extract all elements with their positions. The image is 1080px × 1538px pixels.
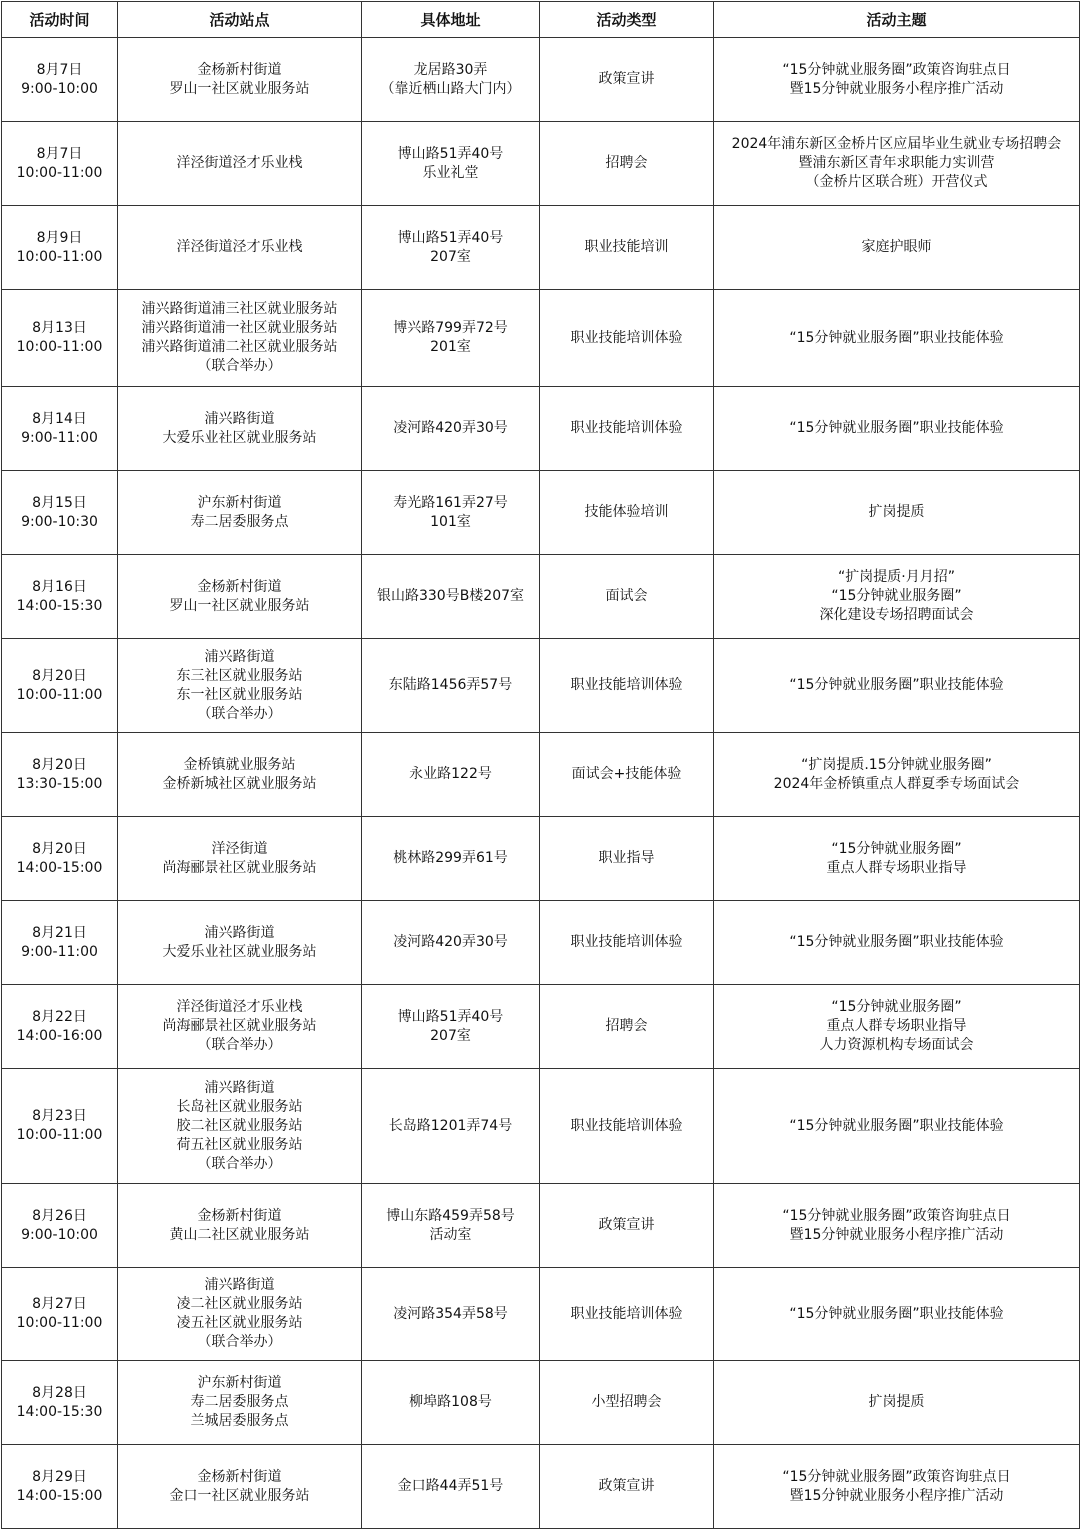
cell-site-line: 浦兴路街道 [204, 1079, 275, 1096]
table-row [2, 290, 1080, 387]
cell-site-line: 大爱乐业社区就业服务站 [162, 943, 317, 960]
cell-theme [714, 639, 1080, 733]
cell-time-line: 9:00-10:00 [21, 1226, 98, 1243]
table-row [2, 1069, 1080, 1184]
header-row [2, 2, 1080, 38]
cell-site [118, 1361, 362, 1445]
cell-theme-line: 2024年浦东新区金桥片区应届毕业生就业专场招聘会 [731, 136, 1062, 152]
cell-time-line: 14:00-15:00 [16, 1487, 103, 1504]
cell-site [118, 1445, 362, 1529]
cell-site-line: 凌二社区就业服务站 [176, 1296, 303, 1312]
cell-time-line: 13:30-15:00 [16, 775, 103, 792]
cell-type-line: 招聘会 [605, 155, 648, 171]
cell-site-line: 浦兴路街道浦二社区就业服务站 [141, 339, 338, 355]
cell-theme-line: 扩岗提质 [868, 1394, 925, 1410]
cell-type-line: 面试会+技能体验 [571, 766, 682, 782]
cell-time [2, 387, 118, 471]
cell-theme-line: “15分钟就业服务圈” [831, 840, 962, 857]
cell-site-line: （联合举办） [197, 1037, 282, 1053]
cell-site-line: 罗山一社区就业服务站 [169, 597, 310, 614]
cell-time-line: 8月7日 [36, 145, 83, 162]
cell-type-line: 职业技能培训 [584, 239, 669, 255]
table-row [2, 206, 1080, 290]
cell-site [118, 639, 362, 733]
cell-theme-line: “15分钟就业服务圈”政策咨询驻点日 [782, 1207, 1011, 1224]
cell-address-line: 207室 [430, 248, 471, 265]
cell-site-line: 洋泾街道泾才乐业栈 [176, 239, 303, 255]
cell-theme [714, 817, 1080, 901]
cell-theme-line: 暨15分钟就业服务小程序推广活动 [789, 1226, 1004, 1243]
table-row [2, 1268, 1080, 1361]
table-row [2, 555, 1080, 639]
cell-theme [714, 38, 1080, 122]
cell-theme [714, 1069, 1080, 1184]
cell-type [540, 1184, 714, 1268]
cell-type-line: 面试会 [605, 588, 648, 604]
table-row [2, 817, 1080, 901]
cell-site-line: 洋泾街道泾才乐业栈 [176, 155, 303, 171]
cell-site [118, 985, 362, 1069]
cell-time [2, 1445, 118, 1529]
cell-site-line: 尚海郦景社区就业服务站 [162, 1018, 317, 1034]
cell-type [540, 38, 714, 122]
cell-theme-line: “15分钟就业服务圈”职业技能体验 [789, 420, 1004, 436]
cell-address [362, 555, 540, 639]
cell-type [540, 817, 714, 901]
cell-time [2, 122, 118, 206]
cell-type [540, 206, 714, 290]
table-row [2, 733, 1080, 817]
cell-type-line: 招聘会 [605, 1018, 648, 1034]
cell-type [540, 1069, 714, 1184]
cell-address-line: 桃林路299弄61号 [393, 850, 508, 866]
cell-site-line: 浦兴路街道 [204, 648, 275, 665]
cell-site-line: 沪东新村街道 [197, 494, 282, 511]
cell-time [2, 290, 118, 387]
cell-time-line: 8月21日 [32, 924, 87, 941]
cell-site-line: 寿二居委服务点 [190, 1394, 289, 1410]
cell-time-line: 10:00-11:00 [16, 1315, 103, 1331]
cell-type-line: 政策宣讲 [598, 1478, 655, 1494]
cell-site-line: 东一社区就业服务站 [176, 686, 303, 703]
cell-theme-line: 暨15分钟就业服务小程序推广活动 [789, 80, 1004, 97]
cell-type-line: 职业技能培训体验 [570, 1305, 683, 1322]
cell-theme-line: 重点人群专场职业指导 [826, 859, 967, 876]
cell-theme-line: 暨15分钟就业服务小程序推广活动 [789, 1487, 1004, 1504]
cell-site [118, 387, 362, 471]
cell-address-line: 乐业礼堂 [422, 164, 479, 181]
cell-site-line: 金杨新村街道 [197, 578, 282, 595]
cell-theme-line: 重点人群专场职业指导 [826, 1018, 967, 1034]
cell-address [362, 387, 540, 471]
cell-address [362, 1361, 540, 1445]
cell-type [540, 985, 714, 1069]
cell-site-line: 金杨新村街道 [197, 1207, 282, 1224]
cell-address-line: 博山路51弄40号 [397, 229, 504, 246]
cell-time-line: 8月7日 [36, 61, 83, 78]
cell-time-line: 10:00-11:00 [16, 686, 103, 703]
cell-time [2, 1184, 118, 1268]
cell-site [118, 733, 362, 817]
cell-address [362, 1069, 540, 1184]
cell-time [2, 555, 118, 639]
cell-address-line: 银山路330号B楼207室 [376, 588, 525, 604]
cell-type-line: 政策宣讲 [598, 1217, 655, 1233]
cell-site-line: 金桥新城社区就业服务站 [162, 775, 317, 792]
cell-time-line: 14:00-15:30 [16, 1403, 103, 1420]
cell-time-line: 8月22日 [32, 1008, 87, 1025]
cell-address-line: 活动室 [429, 1226, 472, 1243]
cell-address-line: 凌河路420弄30号 [393, 420, 508, 436]
cell-time [2, 1069, 118, 1184]
cell-type-line: 小型招聘会 [591, 1394, 662, 1410]
cell-site [118, 1069, 362, 1184]
cell-site-line: 大爱乐业社区就业服务站 [162, 429, 317, 446]
cell-time-line: 8月15日 [32, 494, 87, 511]
cell-theme-line: “15分钟就业服务圈”政策咨询驻点日 [782, 1468, 1011, 1485]
table-body [2, 38, 1080, 1529]
header-address: 具体地址 [362, 2, 540, 38]
cell-time-line: 8月20日 [32, 840, 87, 857]
cell-theme-line: 2024年金桥镇重点人群夏季专场面试会 [773, 775, 1020, 792]
cell-site-line: 凌五社区就业服务站 [176, 1315, 303, 1331]
cell-time [2, 733, 118, 817]
cell-site-line: 浦兴路街道浦一社区就业服务站 [141, 320, 338, 336]
cell-time-line: 10:00-11:00 [16, 248, 103, 265]
cell-address-line: 金口路44弄51号 [397, 1478, 504, 1494]
cell-address-line: 207室 [430, 1027, 471, 1044]
cell-site-line: （联合举办） [197, 1155, 282, 1172]
cell-time-line: 10:00-11:00 [16, 164, 103, 181]
cell-time [2, 817, 118, 901]
cell-address-line: 凌河路420弄30号 [393, 934, 508, 950]
cell-time [2, 639, 118, 733]
cell-address [362, 985, 540, 1069]
cell-time [2, 1268, 118, 1361]
cell-type [540, 1445, 714, 1529]
table-row [2, 471, 1080, 555]
cell-address [362, 1445, 540, 1529]
cell-address [362, 639, 540, 733]
cell-address-line: 博山东路459弄58号 [386, 1207, 515, 1224]
cell-site-line: 长岛社区就业服务站 [176, 1098, 303, 1115]
cell-address-line: 凌河路354弄58号 [393, 1305, 508, 1322]
cell-site-line: 罗山一社区就业服务站 [169, 80, 310, 97]
cell-time-line: 14:00-16:00 [16, 1027, 103, 1044]
cell-theme [714, 1184, 1080, 1268]
cell-theme [714, 1361, 1080, 1445]
cell-time-line: 9:00-10:30 [21, 513, 98, 530]
cell-time-line: 8月13日 [32, 320, 87, 336]
cell-type-line: 政策宣讲 [598, 71, 655, 87]
cell-type [540, 1268, 714, 1361]
header-type: 活动类型 [540, 2, 714, 38]
cell-time-line: 8月14日 [32, 410, 87, 427]
cell-site-line: （联合举办） [197, 358, 282, 374]
cell-address-line: 永业路122号 [409, 766, 492, 782]
cell-time-line: 10:00-11:00 [16, 339, 103, 355]
cell-site [118, 206, 362, 290]
cell-theme [714, 387, 1080, 471]
cell-time-line: 9:00-11:00 [21, 943, 98, 960]
cell-type-line: 职业技能培训体验 [570, 1117, 683, 1134]
cell-site-line: 黄山二社区就业服务站 [169, 1226, 310, 1243]
cell-type-line: 职业技能培训体验 [570, 329, 683, 346]
cell-type [540, 471, 714, 555]
cell-time-line: 8月9日 [36, 229, 83, 246]
cell-site-line: 荷五社区就业服务站 [176, 1136, 303, 1153]
cell-type [540, 1361, 714, 1445]
cell-time-line: 8月20日 [32, 667, 87, 684]
cell-address-line: 龙居路30弄 [413, 61, 488, 78]
cell-type [540, 387, 714, 471]
cell-time [2, 1361, 118, 1445]
cell-address [362, 471, 540, 555]
table-row [2, 1184, 1080, 1268]
cell-time-line: 8月20日 [32, 756, 87, 773]
cell-theme [714, 901, 1080, 985]
cell-type [540, 639, 714, 733]
cell-time-line: 8月29日 [32, 1468, 87, 1485]
cell-time-line: 14:00-15:00 [16, 859, 103, 876]
cell-theme-line: （金桥片区联合班）开营仪式 [805, 174, 988, 190]
cell-theme [714, 122, 1080, 206]
cell-site-line: 金口一社区就业服务站 [169, 1487, 310, 1504]
cell-theme [714, 985, 1080, 1069]
cell-time-line: 8月23日 [32, 1108, 87, 1124]
activity-schedule-table [1, 1, 1080, 1529]
cell-type-line: 职业技能培训体验 [570, 934, 683, 950]
table-row [2, 639, 1080, 733]
cell-time-line: 8月27日 [32, 1296, 87, 1312]
cell-time-line: 8月16日 [32, 578, 87, 595]
cell-theme-line: “15分钟就业服务圈” [831, 999, 962, 1015]
cell-theme [714, 206, 1080, 290]
cell-theme [714, 733, 1080, 817]
cell-site-line: 胶二社区就业服务站 [176, 1117, 303, 1134]
cell-time-line: 14:00-15:30 [16, 597, 103, 614]
cell-site-line: 沪东新村街道 [197, 1375, 282, 1391]
cell-address-line: 寿光路161弄27号 [393, 494, 508, 511]
cell-site [118, 1268, 362, 1361]
cell-site-line: 金桥镇就业服务站 [183, 756, 296, 773]
cell-theme-line: 暨浦东新区青年求职能力实训营 [798, 155, 995, 171]
cell-type [540, 901, 714, 985]
cell-theme-line: “15分钟就业服务圈”职业技能体验 [789, 677, 1004, 693]
cell-site [118, 122, 362, 206]
cell-theme [714, 471, 1080, 555]
table-row [2, 387, 1080, 471]
cell-address [362, 122, 540, 206]
cell-address-line: 博山路51弄40号 [397, 1008, 504, 1025]
cell-address [362, 733, 540, 817]
cell-site-line: 浦兴路街道 [204, 1277, 275, 1293]
header-theme: 活动主题 [714, 2, 1080, 38]
cell-address [362, 206, 540, 290]
cell-address-line: 柳埠路108号 [409, 1394, 492, 1410]
cell-theme-line: 家庭护眼师 [861, 239, 932, 255]
cell-address [362, 817, 540, 901]
cell-theme-line: 扩岗提质 [868, 504, 925, 520]
table-row [2, 901, 1080, 985]
cell-address-line: 201室 [430, 339, 471, 355]
cell-theme-line: “15分钟就业服务圈”职业技能体验 [789, 329, 1004, 346]
cell-site-line: 浦兴路街道 [204, 924, 275, 941]
cell-type [540, 290, 714, 387]
cell-theme [714, 1268, 1080, 1361]
cell-type-line: 职业指导 [598, 850, 655, 866]
cell-address-line: 101室 [430, 513, 471, 530]
cell-theme-line: “15分钟就业服务圈”职业技能体验 [789, 1305, 1004, 1322]
cell-site [118, 555, 362, 639]
cell-site [118, 290, 362, 387]
cell-site-line: 兰城居委服务点 [190, 1413, 289, 1429]
cell-time [2, 206, 118, 290]
cell-address-line: 博兴路799弄72号 [393, 320, 508, 336]
cell-type [540, 122, 714, 206]
cell-site-line: 洋泾街道泾才乐业栈 [176, 999, 303, 1015]
cell-theme-line: 深化建设专场招聘面试会 [819, 607, 974, 623]
cell-time [2, 471, 118, 555]
cell-time-line: 9:00-10:00 [21, 80, 98, 97]
cell-site-line: 金杨新村街道 [197, 1468, 282, 1485]
cell-time [2, 901, 118, 985]
cell-theme-line: “15分钟就业服务圈” [831, 588, 962, 604]
cell-address-line: 博山路51弄40号 [397, 145, 504, 162]
cell-theme-line: “15分钟就业服务圈”职业技能体验 [789, 934, 1004, 950]
cell-theme-line: “15分钟就业服务圈”职业技能体验 [789, 1117, 1004, 1134]
header-site: 活动站点 [118, 2, 362, 38]
cell-type [540, 555, 714, 639]
cell-site [118, 38, 362, 122]
cell-site-line: （联合举办） [197, 705, 282, 722]
cell-time-line: 8月26日 [32, 1207, 87, 1224]
cell-address [362, 38, 540, 122]
cell-site-line: 东三社区就业服务站 [176, 667, 303, 684]
header-time: 活动时间 [2, 2, 118, 38]
cell-time [2, 985, 118, 1069]
cell-type-line: 职业技能培训体验 [570, 420, 683, 436]
cell-theme [714, 555, 1080, 639]
cell-time [2, 38, 118, 122]
cell-site-line: 浦兴路街道浦三社区就业服务站 [141, 301, 338, 317]
cell-site-line: 金杨新村街道 [197, 61, 282, 78]
cell-site-line: 洋泾街道 [211, 840, 268, 857]
table-row [2, 122, 1080, 206]
cell-site-line: 尚海郦景社区就业服务站 [162, 859, 317, 876]
cell-site [118, 1184, 362, 1268]
cell-theme-line: “15分钟就业服务圈”政策咨询驻点日 [782, 61, 1011, 78]
table-row [2, 985, 1080, 1069]
cell-theme [714, 290, 1080, 387]
cell-theme-line: 人力资源机构专场面试会 [819, 1037, 974, 1053]
cell-address [362, 1184, 540, 1268]
table-row [2, 1361, 1080, 1445]
cell-address-line: 东陆路1456弄57号 [388, 677, 513, 693]
table-row [2, 1445, 1080, 1529]
cell-address-line: （靠近栖山路大门内） [380, 80, 521, 97]
cell-site [118, 817, 362, 901]
cell-site-line: （联合举办） [197, 1334, 282, 1350]
cell-address [362, 901, 540, 985]
cell-site-line: 寿二居委服务点 [190, 513, 289, 530]
cell-time-line: 10:00-11:00 [16, 1127, 103, 1143]
cell-address [362, 1268, 540, 1361]
cell-theme [714, 1445, 1080, 1529]
cell-time-line: 8月28日 [32, 1384, 87, 1401]
cell-type [540, 733, 714, 817]
cell-time-line: 9:00-11:00 [21, 429, 98, 446]
cell-address-line: 长岛路1201弄74号 [388, 1117, 513, 1134]
cell-theme-line: “扩岗提质.15分钟就业服务圈” [801, 756, 992, 773]
table-row [2, 38, 1080, 122]
cell-address [362, 290, 540, 387]
cell-site-line: 浦兴路街道 [204, 410, 275, 427]
cell-theme-line: “扩岗提质·月月招” [838, 569, 955, 585]
cell-type-line: 职业技能培训体验 [570, 677, 683, 693]
cell-site [118, 471, 362, 555]
cell-type-line: 技能体验培训 [584, 504, 669, 520]
cell-site [118, 901, 362, 985]
